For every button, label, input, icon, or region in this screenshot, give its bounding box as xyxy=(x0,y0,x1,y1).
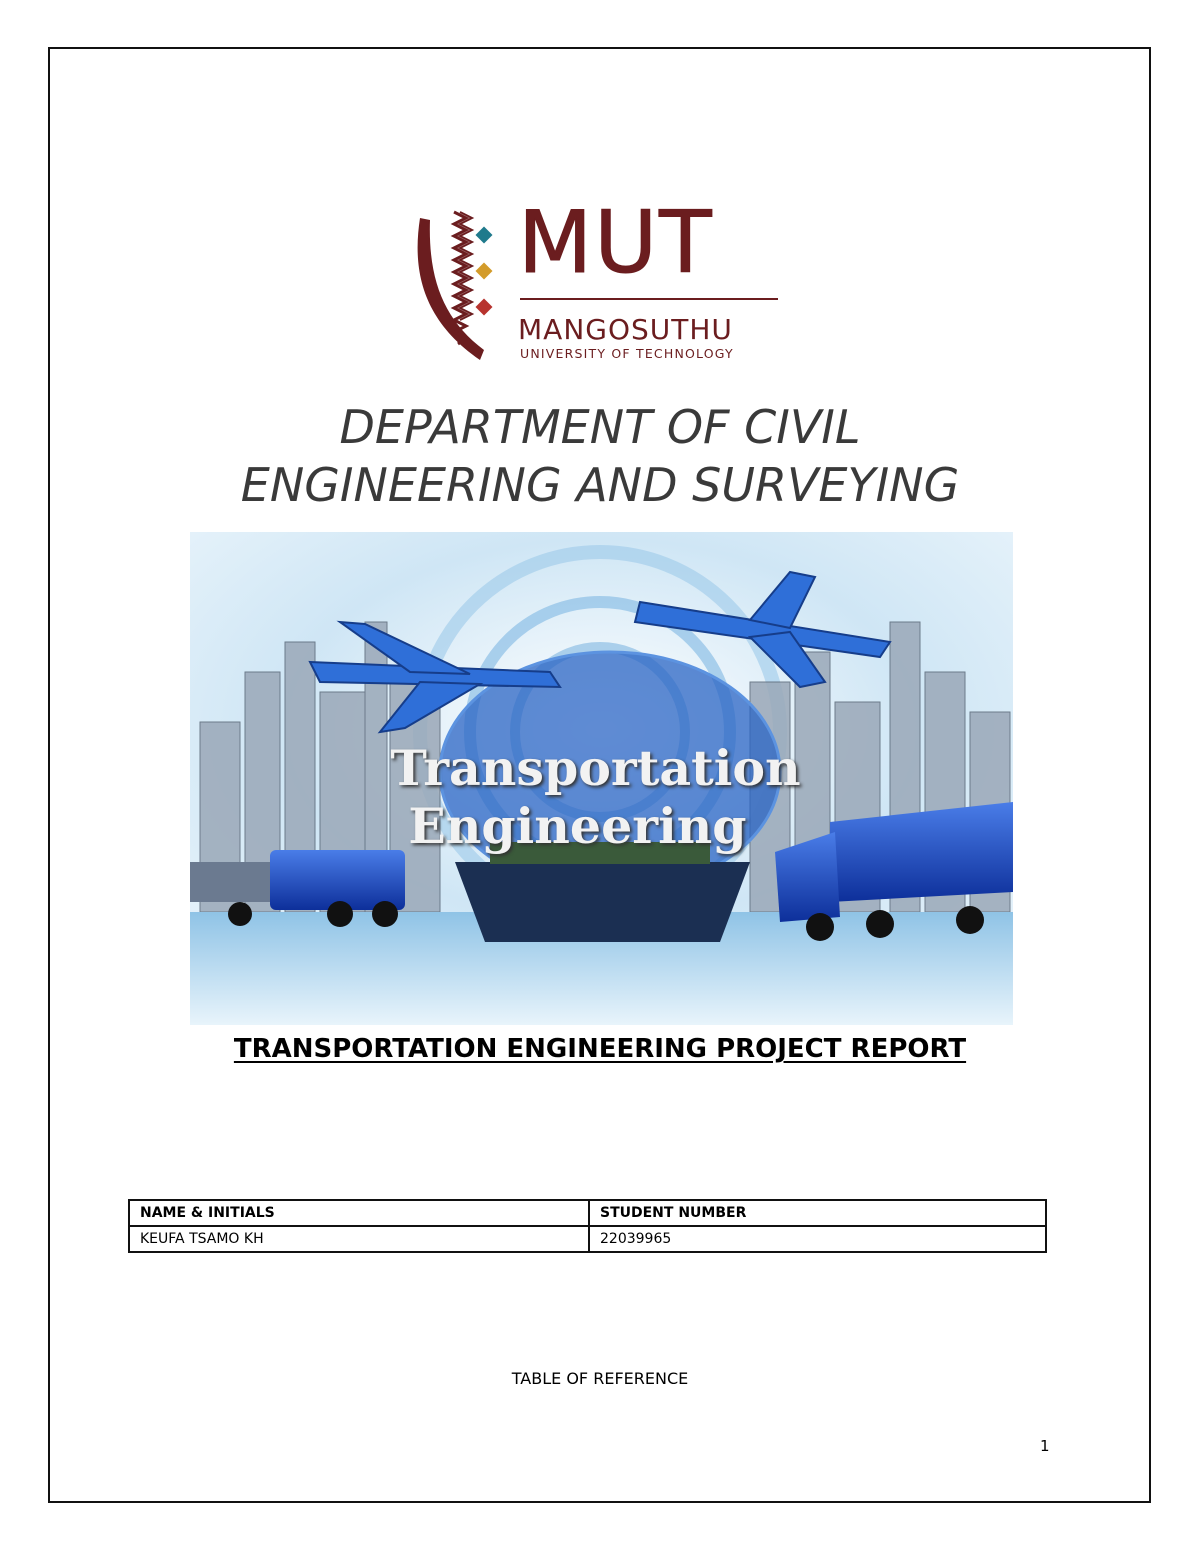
department-line-2: ENGINEERING AND SURVEYING xyxy=(240,458,960,512)
page-number: 1 xyxy=(1040,1437,1050,1455)
department-heading xyxy=(100,398,1100,514)
student-info-table xyxy=(128,1199,1047,1253)
transportation-banner-image xyxy=(190,532,1013,1025)
banner-title-line-1: Transportation xyxy=(390,739,801,797)
report-title: TRANSPORTATION ENGINEERING PROJECT REPORT xyxy=(233,1034,967,1064)
table-row xyxy=(129,1226,1046,1252)
header-name-initials: NAME & INITIALS xyxy=(129,1200,589,1226)
banner-title-line-2: Engineering xyxy=(408,797,747,855)
logo-emblem-icon xyxy=(414,210,504,365)
department-line-1: DEPARTMENT OF CIVIL xyxy=(339,400,861,454)
cell-student-number: 22039965 xyxy=(589,1226,1046,1252)
logo-acronym: MUT xyxy=(518,193,714,293)
logo-divider xyxy=(520,298,778,300)
table-header-row xyxy=(129,1200,1046,1226)
cell-student-name: KEUFA TSAMO KH xyxy=(129,1226,589,1252)
logo-name: MANGOSUTHU xyxy=(518,313,733,346)
table-of-reference-heading: TABLE OF REFERENCE xyxy=(511,1369,689,1388)
logo-subtitle: UNIVERSITY OF TECHNOLOGY xyxy=(520,346,734,361)
university-logo xyxy=(414,193,784,365)
header-student-number: STUDENT NUMBER xyxy=(589,1200,1046,1226)
